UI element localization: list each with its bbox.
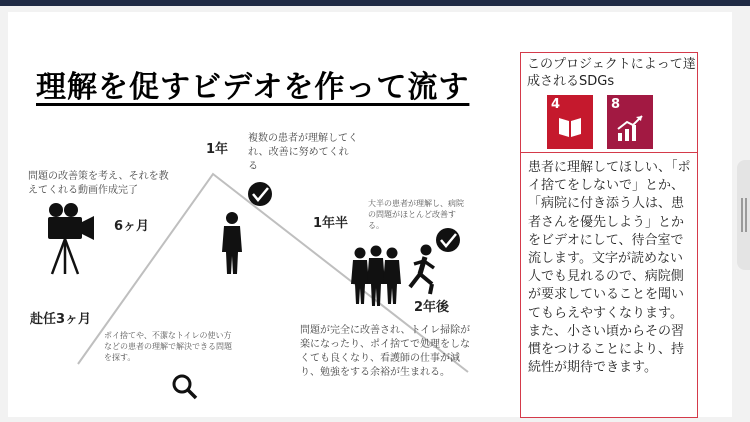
stage-1y-desc: 複数の患者が理解してくれ、改善に努めてくれる: [248, 133, 358, 172]
person-icon: [222, 212, 242, 274]
top-bar: [0, 0, 750, 6]
stage-6m-desc: 問題の改善策を考え、それを教えてくれる動画作成完了: [28, 171, 169, 196]
checkmark-icon: [248, 182, 272, 206]
stage-6m-label: 6ヶ月: [114, 219, 150, 234]
magnifier-icon: [174, 376, 196, 398]
sdg-heading: このプロジェクトによって達成されるSDGs: [527, 57, 696, 89]
side-scroll-handle[interactable]: [737, 160, 750, 270]
growth-chart-icon: [615, 113, 645, 143]
sdg-box: [520, 52, 698, 154]
stage-start-desc: ポイ捨てや、不潔なトイレの使い方などの患者の理解で解決できる問題を探す。: [104, 331, 232, 362]
stage-2y-label: 2年後: [414, 300, 450, 315]
sdg-goal-number: 8: [611, 97, 621, 112]
stage-1-5y-desc: 大半の患者が理解し、病院の問題がほとんど改善する。: [368, 199, 464, 230]
people-group-icon: [351, 246, 401, 307]
checkmark-icon: [436, 228, 460, 252]
sdg-goal-4-tile: [547, 95, 593, 149]
sdg-goal-8-tile: [607, 95, 653, 149]
description-box: [520, 152, 698, 418]
stage-1y-label: 1年: [206, 142, 229, 157]
stage-start-label: 赴任3ヶ月: [30, 312, 92, 327]
description-text: 患者に理解してほしい、「ポイ捨てをしないで」とか、「病院に付き添う人は、患者さんを優先しよう」とかをビデオにして、待合室で流します。文字が読めない人でも見れるので、病院側が要求していることを聞いてもらえやすくなります。また、小さい頃からその習慣をつけることにより、持続性が期待できます。: [528, 160, 691, 376]
video-camera-icon: [48, 203, 94, 274]
stage-2y-desc: 問題が完全に改善され、トイレ掃除が楽になったり、ポイ捨てで処理をしなくても良くなり、看護師の仕事が減り、勉強をする余裕が生まれる。: [300, 325, 471, 378]
sdg-goal-number: 4: [551, 97, 561, 112]
slide-title: 理解を促すビデオを作って流す: [36, 70, 470, 105]
stage-1-5y-label: 1年半: [313, 216, 349, 231]
book-icon: [557, 115, 583, 139]
slide: [8, 12, 732, 417]
running-person-icon: [410, 245, 434, 295]
